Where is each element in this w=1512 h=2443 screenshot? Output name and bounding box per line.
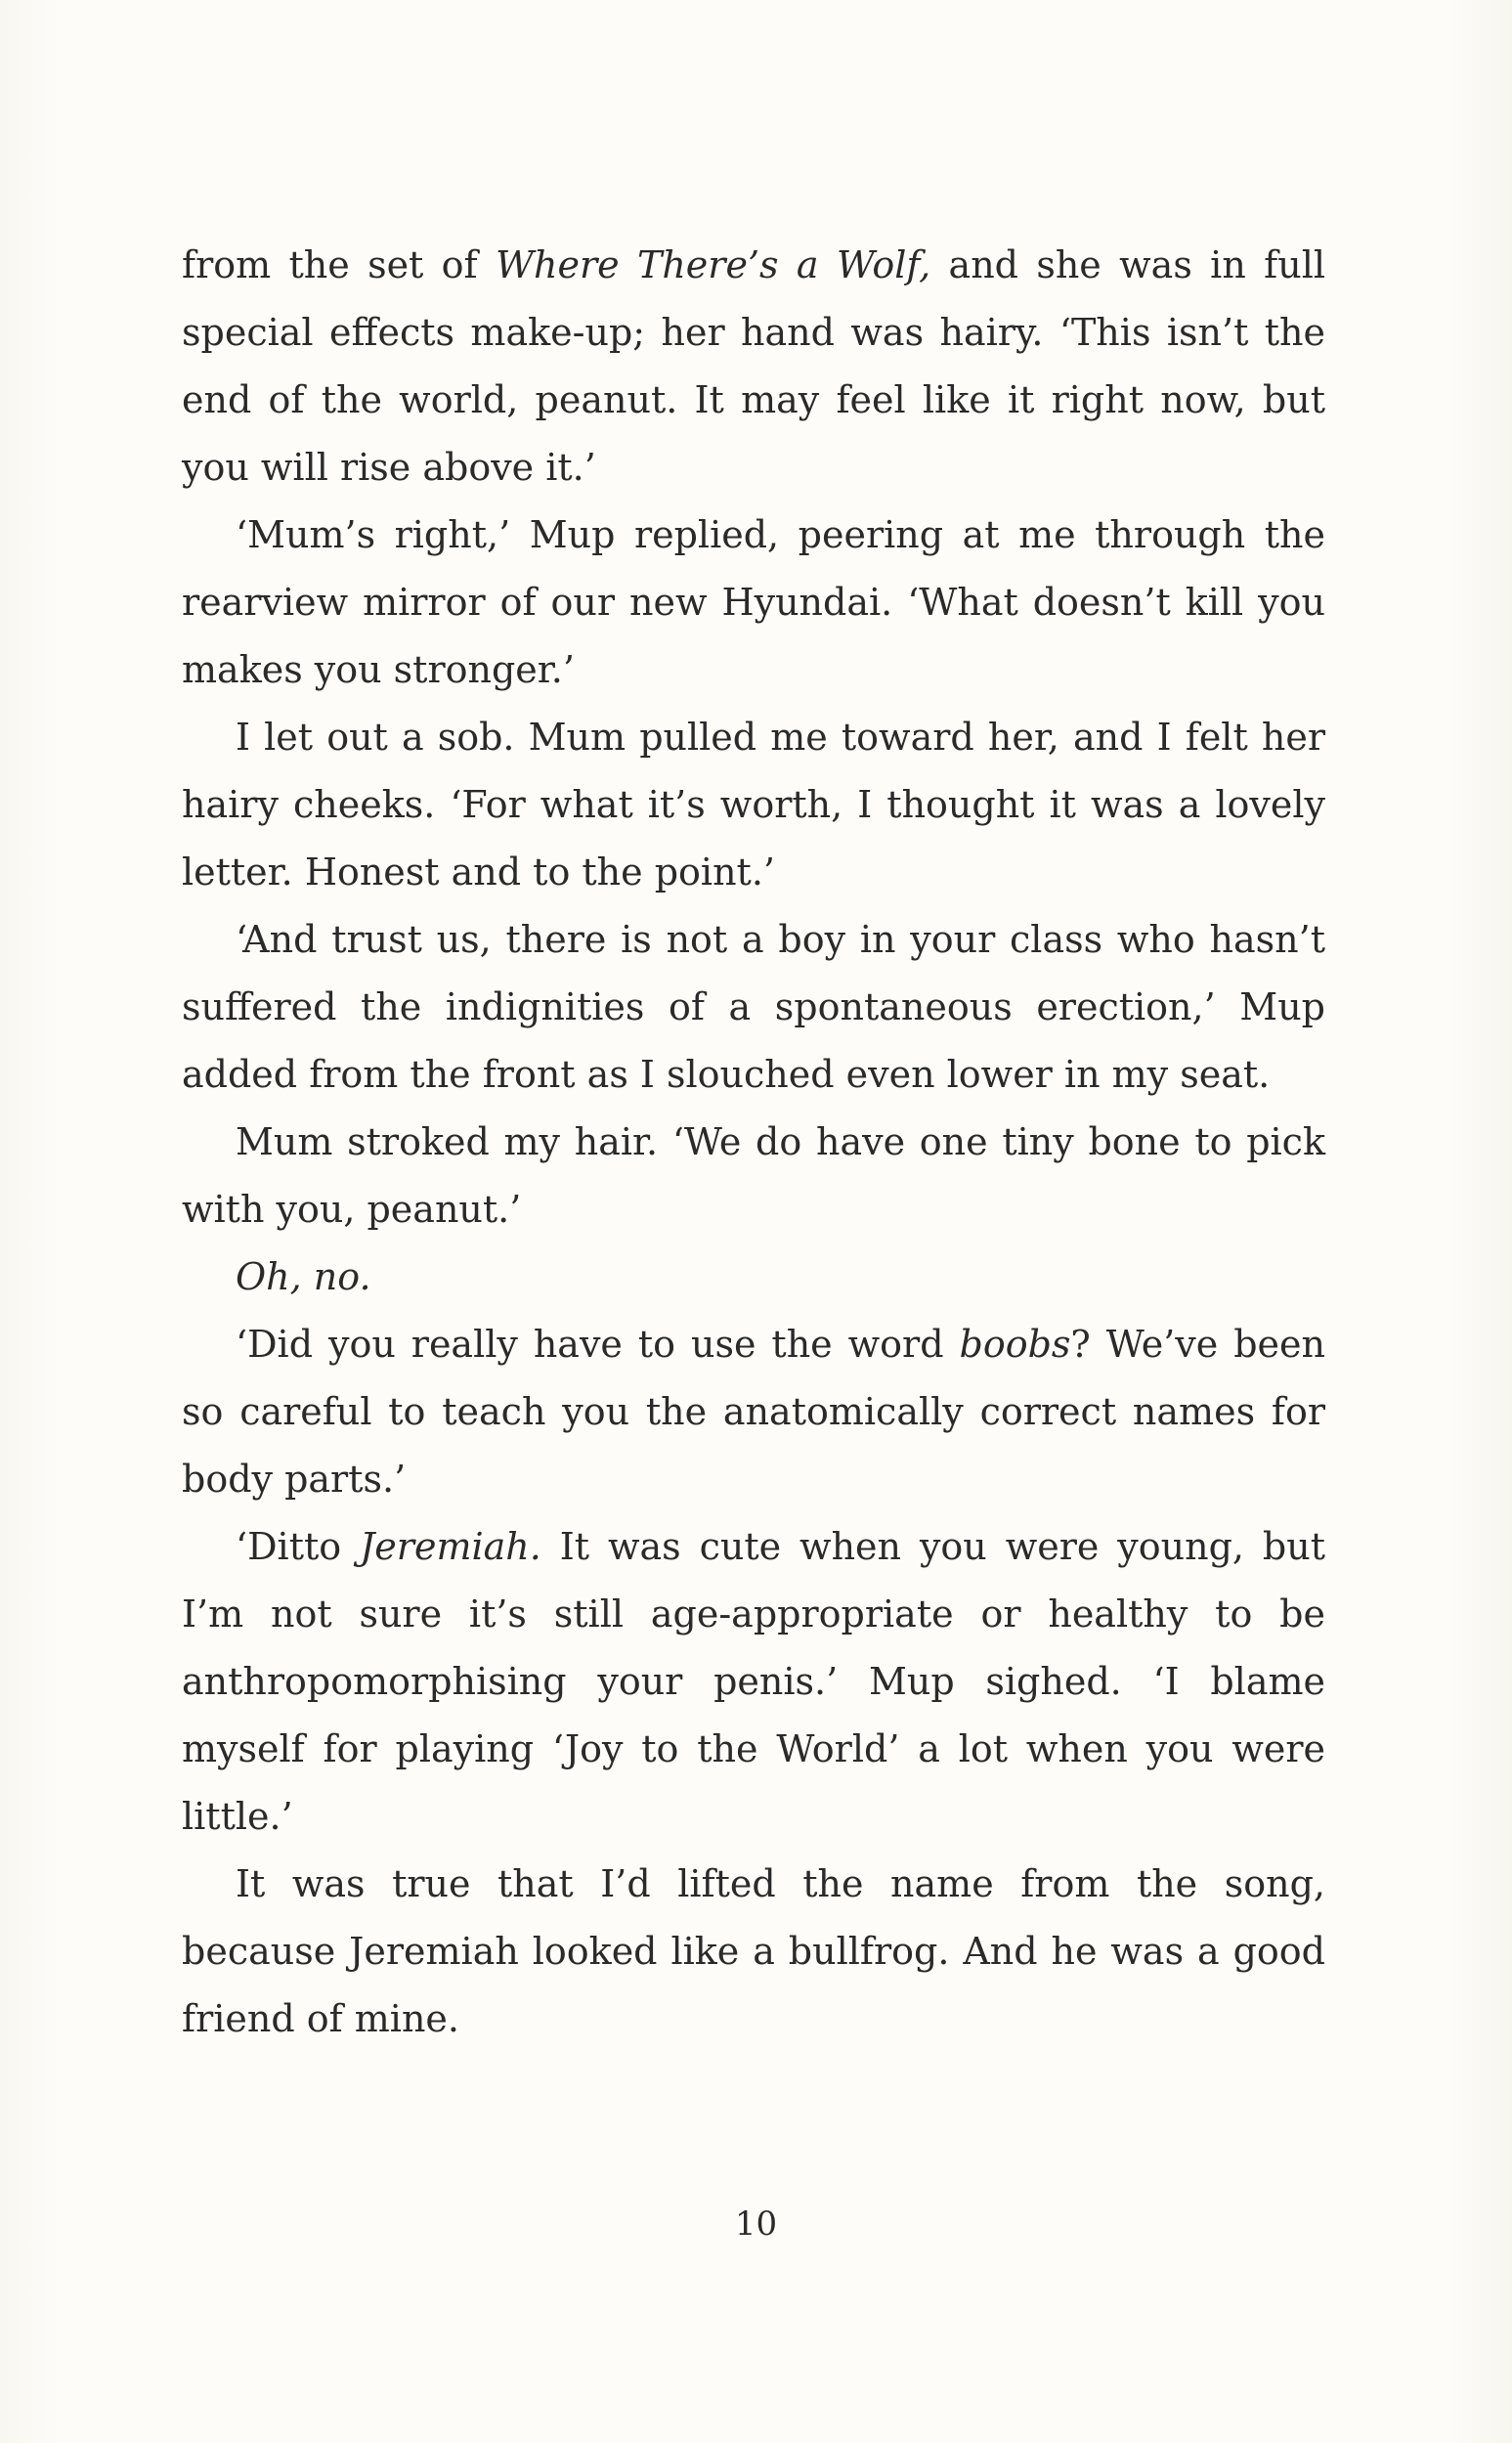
paragraph: from the set of Where There’s a Wolf, and she was in full special effects make-up; her hand was hairy. ‘This isn’t the end of the world, peanut. It may feel like it right now, but you will rise above it.’ [182, 243, 1325, 489]
paragraph: ‘Did you really have to use the word boobs? We’ve been so careful to teach you the anatomically correct names for body parts.’ [182, 1323, 1325, 1501]
paragraph: ‘Mum’s right,’ Mup replied, peering at me through the rearview mirror of our new Hyundai. ‘What doesn’t kill you makes you stronger.’ [182, 513, 1325, 691]
paragraph: ‘Ditto Jeremiah. It was cute when you were young, but I’m not sure it’s still age-appropriate or healthy to be anthropomorphising your penis.’ Mup sighed. ‘I blame myself for playing ‘Joy to the World’ a lot when you were little.’ [182, 1525, 1326, 1838]
body-text [182, 232, 1325, 2053]
paragraph: I let out a sob. Mum pulled me toward her, and I felt her hairy cheeks. ‘For what it’s worth, I thought it was a lovely letter. Honest and to the point.’ [182, 716, 1325, 894]
paragraph: Oh, no. [236, 1255, 371, 1298]
page-number: 10 [734, 2204, 778, 2244]
paragraph: Mum stroked my hair. ‘We do have one tiny bone to pick with you, peanut.’ [182, 1120, 1325, 1231]
paragraph: ‘And trust us, there is not a boy in your class who hasn’t suffered the indignities of a spontaneous erection,’ Mup added from the front as I slouched even lower in my seat. [182, 918, 1325, 1096]
paragraph: It was true that I’d lifted the name from the song, because Jeremiah looked like a bullfrog. And he was a good friend of mine. [182, 1862, 1325, 2040]
